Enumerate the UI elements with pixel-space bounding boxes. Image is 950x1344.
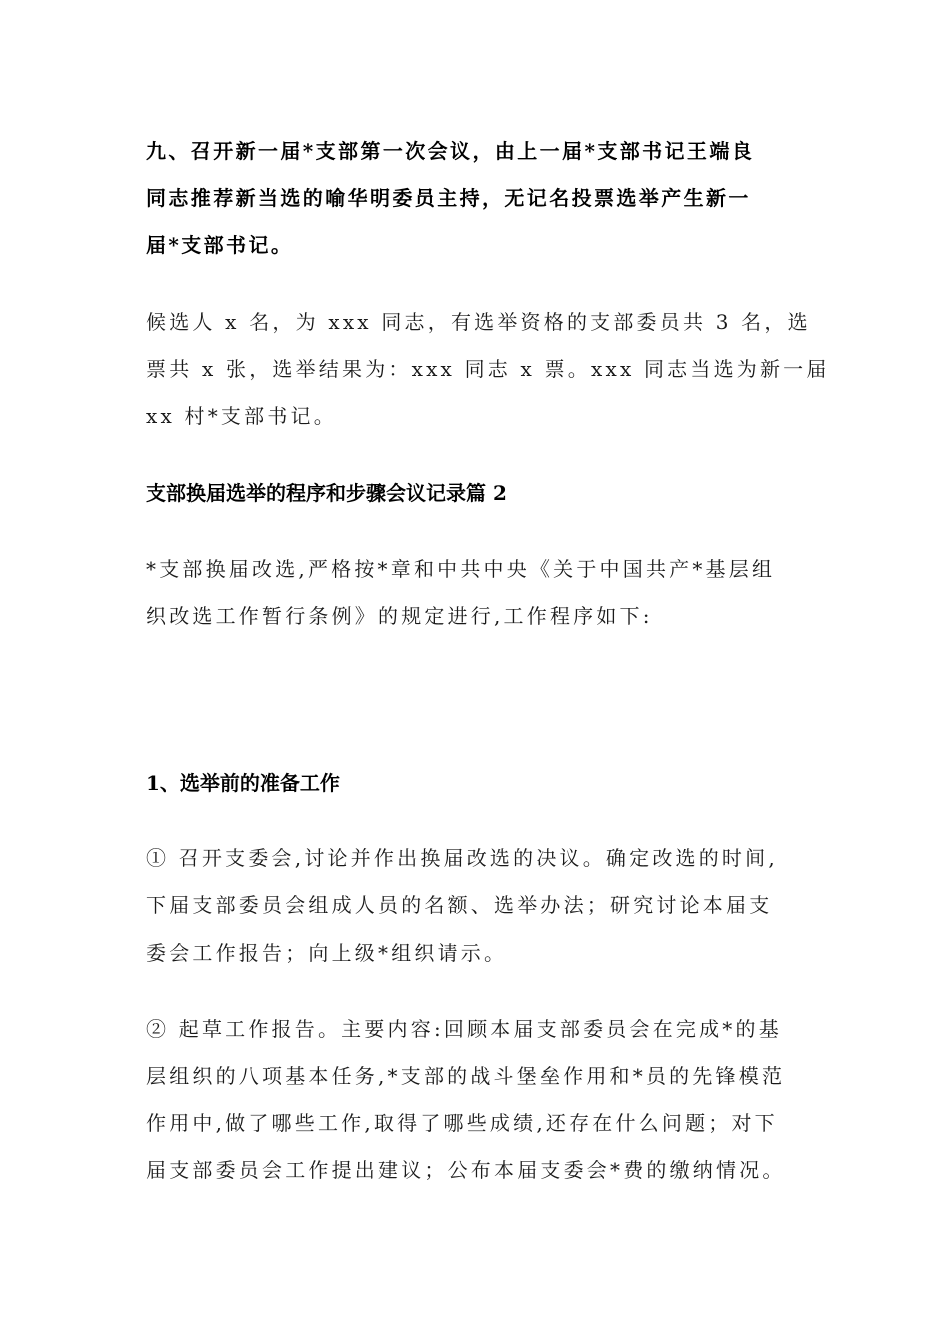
- item-two-line-1: ② 起草工作报告。主要内容:回顾本届支部委员会在完成*的基: [146, 1017, 782, 1041]
- section-nine-line-2: 同志推荐新当选的喻华明委员主持，无记名投票选举产生新一: [146, 186, 751, 210]
- item-two-line-3: 作用中,做了哪些工作,取得了哪些成绩,还存在什么问题；对下: [146, 1111, 778, 1135]
- item-two-line-4: 届支部委员会工作提出建议；公布本届支委会*费的缴纳情况。: [146, 1158, 786, 1182]
- step-one-title: 1、选举前的准备工作: [146, 771, 340, 795]
- item-one-line-2: 下届支部委员会组成人员的名额、选举办法；研究讨论本届支: [146, 893, 773, 917]
- section-nine-line-3: 届*支部书记。: [146, 233, 294, 257]
- intro-line-1: *支部换届改选,严格按*章和中共中央《关于中国共产*基层组: [146, 557, 776, 581]
- section-nine-line-1: 九、召开新一届*支部第一次会议，由上一届*支部书记王端良: [146, 139, 755, 163]
- item-one-line-1: ① 召开支委会,讨论并作出换届改选的决议。确定改选的时间,: [146, 846, 778, 870]
- item-two-line-2: 层组织的八项基本任务,*支部的战斗堡垒作用和*员的先锋模范: [146, 1064, 786, 1088]
- item-one-line-3: 委会工作报告；向上级*组织请示。: [146, 941, 508, 965]
- election-result-line-2: 票共 x 张，选举结果为：xxx 同志 x 票。xxx 同志当选为新一届: [146, 357, 830, 381]
- election-result-line-3: xx 村*支部书记。: [146, 404, 337, 428]
- article-two-title: 支部换届选举的程序和步骤会议记录篇 2: [146, 481, 507, 505]
- election-result-line-1: 候选人 x 名，为 xxx 同志，有选举资格的支部委员共 3 名，选: [146, 310, 811, 334]
- intro-line-2: 织改选工作暂行条例》的规定进行,工作程序如下:: [146, 604, 653, 628]
